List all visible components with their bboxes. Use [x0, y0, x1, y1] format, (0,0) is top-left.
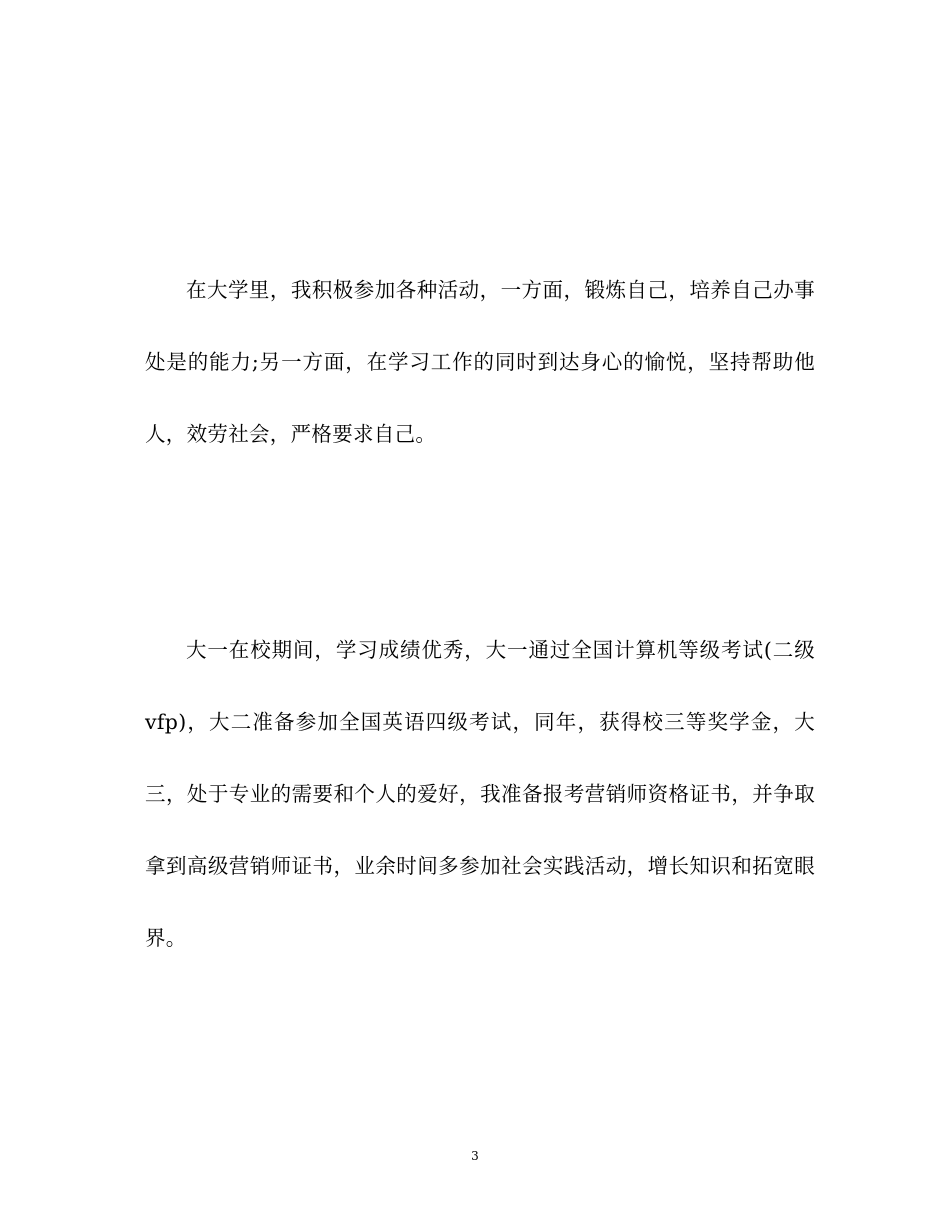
- paragraph-activities: 在大学里，我积极参加各种活动，一方面，锻炼自己，培养自己办事处是的能力;另一方面，在学习工作的同时到达身心的愉悦，坚持帮助他人，效劳社会，严格要求自己。: [145, 278, 815, 446]
- page-number: 3: [471, 1149, 479, 1163]
- paragraph-achievements: 大一在校期间，学习成绩优秀，大一通过全国计算机等级考试(二级vfp)，大二准备参加全国英语四级考试，同年，获得校三等奖学金，大三，处于专业的需要和个人的爱好，我准备报考营销师资格证书，并争取拿到高级营销师证书，业余时间多参加社会实践活动，增长知识和拓宽眼界。: [145, 638, 815, 950]
